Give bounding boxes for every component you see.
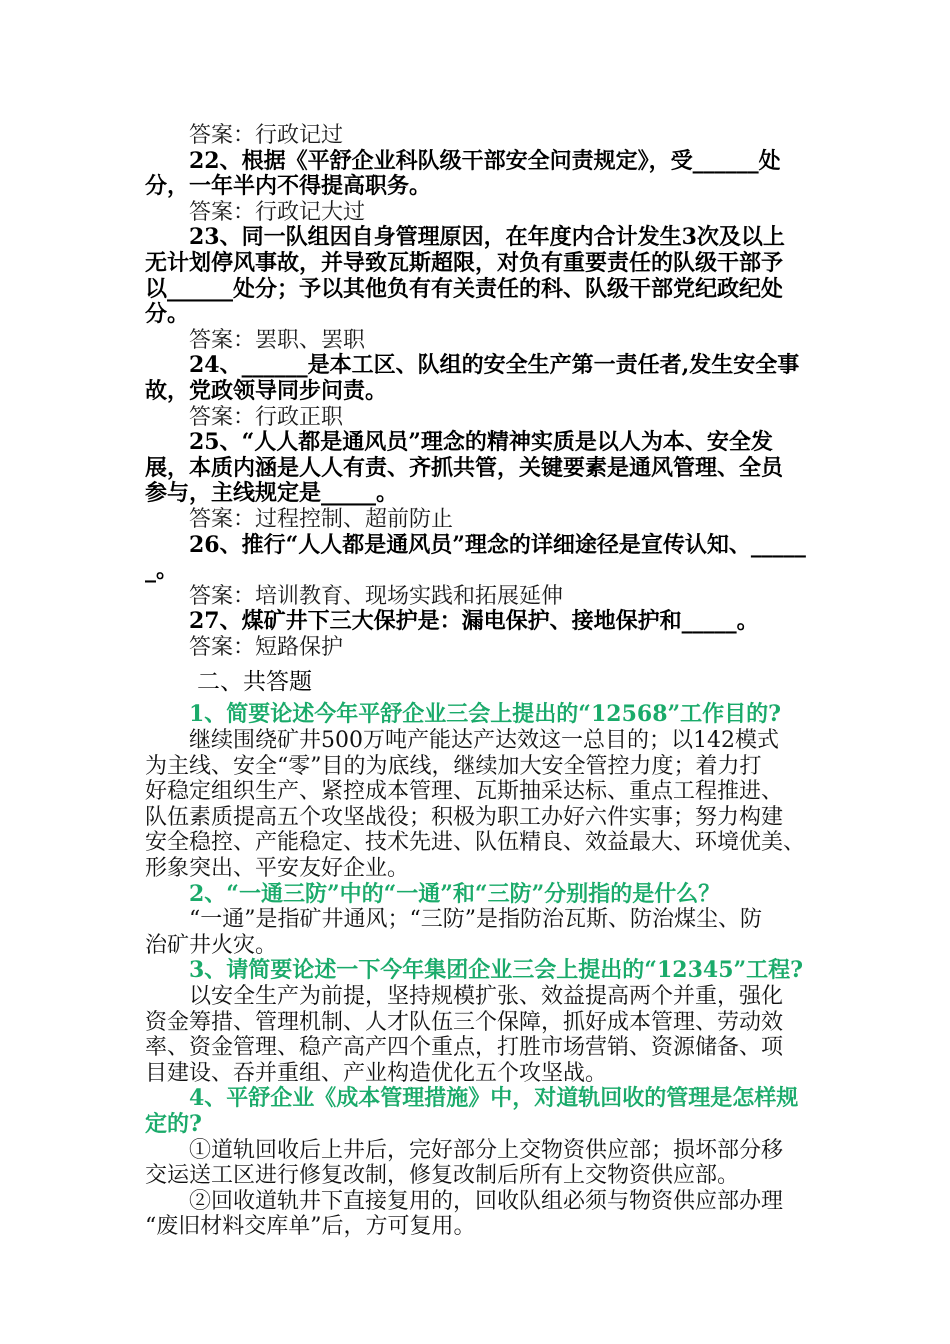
short-answer-line: 为主线、安全“零”目的为底线，继续加大安全管控力度；着力打 [145,753,762,779]
short-answer-line: 以安全生产为前提，坚持规模扩张、效益提高两个并重，强化 [189,984,784,1009]
short-answer-question-line: 3、请简要论述一下今年集团企业三会上提出的“12345”工程? [189,957,804,984]
short-answer-line: 率、资金管理、稳产高产四个重点，打胜市场营销、资源储备、项 [145,1035,784,1061]
question-line: 23、同一队组因自身管理原因，在年度内合计发生3次及以上 [189,224,785,251]
short-answer-question-line: 4、平舒企业《成本管理措施》中，对道轨回收的管理是怎样规 [189,1085,799,1112]
short-answer-line: 目建设、吞并重组、产业构造优化五个攻坚战。 [145,1060,608,1086]
short-answer-line: “废旧材料交库单”后，方可复用。 [145,1214,476,1240]
short-answer-line: 治矿井火灾。 [145,932,278,958]
question-line: 25、“人人都是通风员”理念的精神实质是以人为本、安全发 [189,429,773,456]
question-line: 以______处分；予以其他负有有关责任的科、队级干部党纪政纪处 [145,275,784,302]
answer-line: 答案：罢职、罢职 [189,327,366,353]
document-body [145,123,815,1240]
question-line: 27、煤矿井下三大保护是：漏电保护、接地保护和_____。 [189,608,759,635]
answer-line: 答案：短路保护 [189,634,344,660]
answer-line: 答案：培训教育、现场实践和拓展延伸 [189,583,564,609]
section-title: 二、共答题 [197,669,312,696]
short-answer-line: 资金筹措、管理机制、人才队伍三个保障，抓好成本管理、劳动效 [145,1009,784,1035]
short-answer-line: 安全稳控、产能稳定、技术先进、队伍精良、效益最大、环境优美、 [145,830,806,856]
question-line: 分，一年半内不得提高职务。 [145,173,432,200]
question-line: 24、______是本工区、队组的安全生产第一责任者,发生安全事 [189,352,800,379]
short-answer-line: 队伍素质提高五个攻坚战役；积极为职工办好六件实事；努力构建 [145,804,784,830]
question-line: _。 [145,557,179,584]
short-answer-line: 继续围绕矿井500万吨产能达产达效这一总目的；以142模式 [189,728,779,754]
answer-line: 答案：行政记大过 [189,199,366,225]
question-line: 无计划停风事故，并导致瓦斯超限，对负有重要责任的队级干部予 [145,249,784,276]
short-answer-line: ②回收道轨井下直接复用的，回收队组必须与物资供应部办理 [189,1188,784,1214]
question-line: 分。 [145,301,190,328]
short-answer-question-line: 1、简要论述今年平舒企业三会上提出的“12568”工作目的? [189,701,782,728]
question-line: 22、根据《平舒企业科队级干部安全问责规定》，受______处 [189,147,781,174]
answer-line: 答案：过程控制、超前防止 [189,506,454,532]
short-answer-line: “一通”是指矿井通风；“三防”是指防治瓦斯、防治煤尘、防 [189,907,762,933]
question-line: 展，本质内涵是人人有责、齐抓共管，关键要素是通风管理、全员 [145,454,784,481]
short-answer-line: 交运送工区进行修复改制，修复改制后所有上交物资供应部。 [145,1163,740,1189]
short-answer-question-line: 2、“一通三防”中的“一通”和“三防”分别指的是什么？ [189,880,721,907]
short-answer-line: 好稳定组织生产、紧控成本管理、瓦斯抽采达标、重点工程推进、 [145,779,784,805]
short-answer-question-line: 定的? [145,1110,202,1137]
answer-line: 答案：行政正职 [189,404,344,430]
answer-line: 答案：行政记过 [189,123,344,148]
question-line: 故，党政领导同步问责。 [145,377,388,404]
question-line: 参与，主线规定是_____。 [145,480,399,507]
short-answer-line: 形象突出、平安友好企业。 [145,856,410,882]
question-line: 26、推行“人人都是通风员”理念的详细途径是宣传认知、_____ [189,531,806,558]
short-answer-line: ①道轨回收后上井后，完好部分上交物资供应部；损坏部分移 [189,1137,784,1163]
